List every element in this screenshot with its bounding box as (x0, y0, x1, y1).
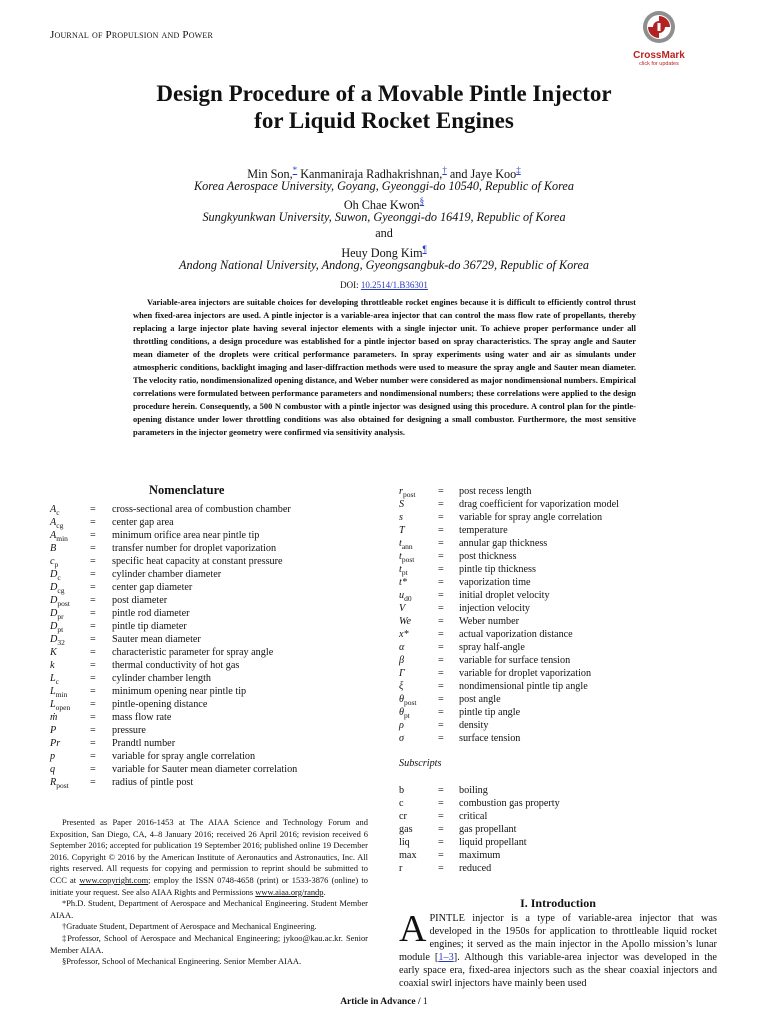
nomenclature-row (50, 503, 370, 516)
nomenclature-subscript: open (55, 703, 71, 713)
nomenclature-symbol: b (399, 785, 405, 796)
nomenclature-row (399, 615, 719, 628)
footnote-4: §Professor, School of Mechanical Engineering. Senior Member AIAA. (62, 956, 302, 967)
footnote-2: †Graduate Student, Department of Aerospace and Mechanical Engineering. (62, 921, 317, 932)
equals-sign: = (90, 751, 96, 762)
equals-sign: = (438, 681, 444, 692)
footnotes (50, 817, 368, 968)
nomenclature-definition: temperature (459, 525, 508, 536)
equals-sign: = (438, 629, 444, 640)
affiliation-2: Sungkyunkwan University, Suwon, Gyeonggi-do 16419, Republic of Korea (202, 210, 566, 224)
nomenclature-symbol: $D_c$ (50, 569, 61, 583)
nomenclature-subscript: pt (57, 625, 64, 635)
equals-sign: = (438, 590, 444, 601)
equals-sign: = (90, 608, 96, 619)
nomenclature-definition: liquid propellant (459, 837, 527, 848)
nomenclature-definition: post angle (459, 694, 501, 705)
nomenclature-definition: gas propellant (459, 824, 517, 835)
equals-sign: = (438, 551, 444, 562)
equals-sign: = (438, 733, 444, 744)
publication-note-a: Presented as Paper 2016-1453 at The AIAA Science and Technology Forum and Exposition, San Diego, CA, 4–8 January 2016; received 26 April 2016; revision received 6 September 2016; accepted for publication 19 September 2016; published online 19 December 2016. Copyright © 2016 by the American Institute of Aeronautics and Astronautics, Inc. All rights reserved. All requests for copying and permission to reprint should be submitted to CCC at (50, 817, 368, 885)
abstract (133, 296, 636, 440)
nomenclature-definition: annular gap thickness (459, 538, 548, 549)
nomenclature-definition: mass flow rate (112, 712, 172, 723)
nomenclature-symbol: $\theta_{post}$ (399, 694, 417, 708)
nomenclature-definition: characteristic parameter for spray angle (112, 647, 274, 658)
nomenclature-definition: actual vaporization distance (459, 629, 573, 640)
equals-sign: = (90, 686, 96, 697)
nomenclature-symbol: $A_{min}$ (50, 530, 68, 544)
nomenclature-definition: reduced (459, 863, 492, 874)
subscript-row (399, 810, 719, 823)
subscript-row (399, 862, 719, 875)
nomenclature-row (50, 620, 370, 633)
nomenclature-definition: initial droplet velocity (459, 590, 550, 601)
nomenclature-definition: pressure (112, 725, 146, 736)
affiliation-3: Andong National University, Andong, Gyeongsangbuk-do 36729, Republic of Korea (179, 258, 589, 272)
equals-sign: = (438, 616, 444, 627)
author-4: Oh Chae Kwon (343, 198, 420, 213)
equals-sign: = (90, 530, 96, 541)
nomenclature-definition: Weber number (459, 616, 519, 627)
subscripts-heading: Subscripts (399, 758, 442, 769)
nomenclature-subscript: post (401, 555, 415, 565)
nomenclature-row (50, 581, 370, 594)
equals-sign: = (438, 824, 444, 835)
nomenclature-subscript: min (55, 690, 68, 700)
nomenclature-symbol: Γ (399, 668, 405, 679)
equals-sign: = (90, 764, 96, 775)
nomenclature-definition: post recess length (459, 486, 532, 497)
nomenclature-definition: pintle-opening distance (112, 699, 208, 710)
subscript-row (399, 797, 719, 810)
equals-sign: = (438, 694, 444, 705)
nomenclature-definition: post diameter (112, 595, 168, 606)
nomenclature-symbol: α (399, 642, 405, 653)
equals-sign: = (90, 699, 96, 710)
nomenclature-row (50, 555, 370, 568)
nomenclature-definition: thermal conductivity of hot gas (112, 660, 240, 671)
journal-name (50, 29, 213, 41)
nomenclature-symbol: t* (399, 577, 407, 588)
nomenclature-symbol: S (399, 499, 405, 510)
equals-sign: = (90, 569, 96, 580)
equals-sign: = (438, 811, 444, 822)
nomenclature-symbol: ρ (399, 720, 404, 731)
nomenclature-subscript: ann (401, 542, 413, 552)
crossmark-badge[interactable] (630, 10, 688, 72)
equals-sign: = (90, 647, 96, 658)
nomenclature-symbol: $u_{d0}$ (399, 590, 412, 604)
equals-sign: = (438, 668, 444, 679)
nomenclature-definition: critical (459, 811, 488, 822)
nomenclature-definition: cylinder chamber diameter (112, 569, 222, 580)
equals-sign: = (90, 634, 96, 645)
equals-sign: = (90, 712, 96, 723)
nomenclature-definition: variable for surface tension (459, 655, 571, 666)
nomenclature-definition: center gap diameter (112, 582, 193, 593)
equals-sign: = (90, 556, 96, 567)
nomenclature-symbol: $A_{cg}$ (50, 517, 64, 531)
nomenclature-symbol: $D_{32}$ (50, 634, 65, 648)
intro-text-a: PINTLE injector is a type of variable-area injector that was developed in the 1950s for application to throttleable liquid rocket engines; it served as the main injector in the Apollo mission’s lunar module [ (399, 913, 717, 963)
nomenclature-definition: nondimensional pintle tip angle (459, 681, 588, 692)
aiaa-link[interactable]: www.aiaa.org/randp (255, 886, 324, 897)
nomenclature-definition: boiling (459, 785, 488, 796)
equals-sign: = (438, 785, 444, 796)
nomenclature-symbol: Pr (50, 738, 61, 749)
nomenclature-definition: combustion gas property (459, 798, 560, 809)
author-1: Min Son, (247, 167, 293, 182)
nomenclature-definition: pintle tip thickness (459, 564, 536, 575)
nomenclature-row (399, 680, 719, 693)
nomenclature-symbol: max (399, 850, 417, 861)
nomenclature-definition: cylinder chamber length (112, 673, 212, 684)
equals-sign: = (438, 707, 444, 718)
nomenclature-definition: density (459, 720, 489, 731)
nomenclature-definition: spray half-angle (459, 642, 525, 653)
nomenclature-symbol: s (399, 512, 403, 523)
equals-sign: = (438, 577, 444, 588)
author-2: Kanmaniraja Radhakrishnan, (297, 167, 443, 182)
nomenclature-symbol: p (50, 751, 56, 762)
nomenclature-row (399, 537, 719, 550)
nomenclature-row (50, 542, 370, 555)
nomenclature-definition: vaporization time (459, 577, 531, 588)
nomenclature-row (50, 568, 370, 581)
nomenclature-subscript: cg (56, 521, 64, 531)
nomenclature-symbol: gas (399, 824, 413, 835)
equals-sign: = (90, 543, 96, 554)
equals-sign: = (90, 673, 96, 684)
footer-label: Article in Advance (340, 997, 416, 1007)
nomenclature-symbol: cr (399, 811, 407, 822)
nomenclature-heading: Nomenclature (149, 483, 225, 497)
nomenclature-row (399, 563, 719, 576)
nomenclature-definition: minimum opening near pintle tip (112, 686, 247, 697)
nomenclature-symbol: B (50, 543, 57, 554)
nomenclature-row (399, 667, 719, 680)
equals-sign: = (438, 720, 444, 731)
nomenclature-symbol: $\theta_{pt}$ (399, 707, 410, 721)
nomenclature-definition: injection velocity (459, 603, 531, 614)
paper-title (0, 80, 768, 134)
equals-sign: = (438, 525, 444, 536)
nomenclature-symbol: k (50, 660, 55, 671)
nomenclature-symbol: $R_{post}$ (50, 777, 69, 791)
affiliation-1: Korea Aerospace University, Goyang, Gyeonggi-do 10540, Republic of Korea (194, 179, 574, 193)
nomenclature-symbol: $L_c$ (50, 673, 60, 687)
intro-text-b: ]. Although this variable-area injector was developed in the early space era, fixed-area injectors such as the shear coaxial injectors and coaxial swirl injectors have mainly been used (399, 952, 717, 989)
equals-sign: = (438, 837, 444, 848)
intro-paragraph (399, 908, 717, 990)
nomenclature-row (50, 763, 370, 776)
nomenclature-definition: transfer number for droplet vaporization (112, 543, 277, 554)
footnote-mark-1[interactable]: * (292, 165, 298, 175)
equals-sign: = (438, 798, 444, 809)
title-line-1: Design Procedure of a Movable Pintle Injector (156, 81, 612, 106)
equals-sign: = (438, 499, 444, 510)
equals-sign: = (438, 564, 444, 575)
nomenclature-subscript: post (404, 698, 417, 708)
footnote-mark-3[interactable]: ‡ (516, 165, 521, 175)
nomenclature-symbol: $L_{min}$ (50, 686, 68, 700)
nomenclature-definition: center gap area (112, 517, 174, 528)
nomenclature-symbol: ṁ (50, 712, 58, 723)
nomenclature-symbol: P (50, 725, 57, 736)
equals-sign: = (90, 621, 96, 632)
nomenclature-symbol: $D_{cg}$ (50, 582, 65, 596)
nomenclature-symbol: $c_p$ (50, 556, 59, 570)
nomenclature-subscript: c (56, 508, 60, 518)
nomenclature-definition: pintle tip angle (459, 707, 521, 718)
nomenclature-subscript: cg (57, 586, 65, 596)
nomenclature-subscript: min (56, 534, 68, 544)
nomenclature-row (399, 628, 719, 641)
nomenclature-symbol: $t_{post}$ (399, 551, 415, 565)
nomenclature-row (50, 750, 370, 763)
nomenclature-definition: maximum (459, 850, 501, 861)
nomenclature-symbol: $D_{pr}$ (50, 608, 64, 622)
nomenclature-row (50, 646, 370, 659)
nomenclature-subscript: c (57, 573, 61, 583)
nomenclature-definition: variable for droplet vaporization (459, 668, 592, 679)
publication-note-c: . (323, 886, 326, 897)
nomenclature-definition: surface tension (459, 733, 521, 744)
intro-heading: I. Introduction (520, 896, 596, 910)
author-3: and Jaye Koo (446, 167, 517, 182)
footnote-1: *Ph.D. Student, Department of Aerospace and Mechanical Engineering. Student Member AIAA. (50, 898, 368, 920)
nomenclature-row (399, 602, 719, 615)
nomenclature-symbol: $D_{pt}$ (50, 621, 64, 635)
nomenclature-row (399, 693, 719, 706)
footnote-mark-2[interactable]: † (442, 165, 447, 175)
page-footer (0, 997, 768, 1007)
doi-link[interactable]: 10.2514/1.B36301 (360, 280, 428, 290)
equals-sign: = (90, 660, 96, 671)
drop-cap: A (399, 908, 427, 950)
footnote-3: ‡Professor, School of Aerospace and Mechanical Engineering; jykoo@kau.ac.kr. Senior Member AIAA. (50, 932, 368, 955)
nomenclature-row (399, 498, 719, 511)
nomenclature-symbol: $A_c$ (50, 504, 60, 518)
nomenclature-subscript: pt (401, 568, 408, 578)
nomenclature-row (399, 576, 719, 589)
and-word: and (375, 226, 393, 240)
nomenclature-symbol: σ (399, 733, 405, 744)
equals-sign: = (90, 738, 96, 749)
nomenclature-row (399, 654, 719, 667)
subscript-row (399, 823, 719, 836)
nomenclature-row (50, 724, 370, 737)
equals-sign: = (90, 504, 96, 515)
nomenclature-symbol: β (399, 655, 405, 666)
equals-sign: = (438, 603, 444, 614)
equals-sign: = (438, 863, 444, 874)
equals-sign: = (90, 517, 96, 528)
nomenclature-symbol: ξ (399, 681, 404, 692)
nomenclature-symbol: liq (399, 837, 410, 848)
nomenclature-subscript: p (54, 560, 59, 570)
nomenclature-symbol: x* (399, 629, 409, 640)
nomenclature-row (50, 698, 370, 711)
nomenclature-definition: post thickness (459, 551, 517, 562)
equals-sign: = (438, 655, 444, 666)
equals-sign: = (438, 512, 444, 523)
ccc-link[interactable]: www.copyright.com (79, 874, 149, 885)
nomenclature-row (50, 659, 370, 672)
nomenclature-row (399, 706, 719, 719)
subscript-row (399, 784, 719, 797)
nomenclature-row (50, 737, 370, 750)
crossmark-icon (642, 10, 676, 44)
equals-sign: = (90, 582, 96, 593)
nomenclature-row (399, 550, 719, 563)
equals-sign: = (438, 538, 444, 549)
nomenclature-definition: minimum orifice area near pintle tip (112, 530, 260, 541)
nomenclature-definition: Prandtl number (112, 738, 176, 749)
nomenclature-row (399, 485, 719, 498)
nomenclature-symbol: $D_{post}$ (50, 595, 70, 609)
nomenclature-subscript: pr (57, 612, 64, 622)
nomenclature-symbol: K (50, 647, 57, 658)
nomenclature-symbol: V (399, 603, 406, 614)
citation-link[interactable]: 1–3 (438, 952, 454, 963)
crossmark-sub: click for updates (639, 61, 679, 67)
nomenclature-definition: drag coefficient for vaporization model (459, 499, 619, 510)
nomenclature-row (399, 524, 719, 537)
nomenclature-subscript: post (57, 599, 70, 609)
footnote-mark-5[interactable]: ¶ (422, 244, 427, 254)
nomenclature-row (50, 607, 370, 620)
nomenclature-subscript: c (55, 677, 60, 687)
nomenclature-definition: variable for spray angle correlation (112, 751, 256, 762)
subscript-row (399, 836, 719, 849)
title-line-2: for Liquid Rocket Engines (254, 108, 514, 133)
nomenclature-row (399, 511, 719, 524)
nomenclature-row (399, 719, 719, 732)
nomenclature-definition: variable for Sauter mean diameter correlation (112, 764, 298, 775)
nomenclature-symbol: $L_{open}$ (50, 699, 71, 713)
nomenclature-subscript: d0 (404, 594, 412, 604)
nomenclature-symbol: T (399, 525, 405, 536)
nomenclature-symbol: c (399, 798, 404, 809)
nomenclature-row (50, 672, 370, 685)
equals-sign: = (90, 777, 96, 788)
nomenclature-symbol: q (50, 764, 56, 775)
abstract-text: Variable-area injectors are suitable choices for developing throttleable rocket engines because it is difficult to efficiently control thrust when fixed-area injectors are used. A pintle injector is a variable-area injector that can control the mass flow rate of propellants, thereby replacing a large injector plate having several injector elements with a single injector unit. To achieve proper performance under all throttling conditions, a design procedure was established for a pintle injector based on spray characteristics. The spray angle and Sauter mean diameter of the droplets were critical performance parameters. In spray experiments using water and air as simulants under atmospheric conditions, backlight imaging and laser-diffraction methods were used to measure the spray angle and Sauter mean diameter. The velocity ratio, nondimensionalized opening distance, and Weber number were considered as major nondimensional numbers. Empirical correlations were formulated between performance parameters and nondimensional numbers; these correlations were applied to the design procedure herein. Consequently, a 500 N combustor with a pintle injector was designed using this procedure. A control plan for the pintle-opening distance under lower throttling conditions was also obtained for designing a small combustor. Furthermore, the most sensitive parameters in the injector geometry were confirmed via sensitivity analysis. (133, 297, 637, 438)
nomenclature-definition: specific heat capacity at constant pressure (112, 556, 283, 567)
publication-note (50, 817, 368, 898)
nomenclature-definition: Sauter mean diameter (112, 634, 201, 645)
nomenclature-row (50, 776, 370, 789)
nomenclature-definition: pintle rod diameter (112, 608, 190, 619)
equals-sign: = (438, 486, 444, 497)
equals-sign: = (438, 642, 444, 653)
footnote-mark-4[interactable]: § (419, 196, 425, 206)
subscript-row (399, 849, 719, 862)
journal-name-text: Journal of Propulsion and Power (50, 29, 214, 41)
nomenclature-symbol: r (399, 863, 403, 874)
nomenclature-row (50, 633, 370, 646)
nomenclature-row (50, 594, 370, 607)
page-number: 1 (423, 997, 428, 1007)
nomenclature-subscript: 32 (57, 638, 65, 648)
nomenclature-symbol: We (399, 616, 412, 627)
nomenclature-row (50, 529, 370, 542)
nomenclature-symbol: $r_{post}$ (399, 486, 416, 500)
equals-sign: = (90, 595, 96, 606)
nomenclature-definition: variable for spray angle correlation (459, 512, 603, 523)
nomenclature-row (50, 685, 370, 698)
nomenclature-subscript: post (402, 490, 416, 500)
equals-sign: = (438, 850, 444, 861)
crossmark-label: CrossMark (633, 50, 685, 61)
nomenclature-row (399, 641, 719, 654)
nomenclature-row (50, 516, 370, 529)
nomenclature-definition: cross-sectional area of combustion chamber (112, 504, 291, 515)
nomenclature-definition: radius of pintle post (112, 777, 194, 788)
nomenclature-definition: pintle tip diameter (112, 621, 187, 632)
nomenclature-row (50, 711, 370, 724)
nomenclature-symbol: $t_{ann}$ (399, 538, 413, 552)
nomenclature-subscript: post (56, 781, 69, 791)
doi-line (0, 278, 768, 293)
doi-label: DOI: (340, 280, 361, 290)
footer-separator: / (415, 997, 424, 1007)
nomenclature-row (399, 589, 719, 602)
publication-note-b: ; employ the ISSN 0748-4658 (print) or 1533-3876 (online) to initiate your request. See also AIAA Rights and Permissions (50, 874, 368, 897)
nomenclature-subscript: pt (404, 711, 410, 721)
equals-sign: = (90, 725, 96, 736)
nomenclature-symbol: $t_{pt}$ (399, 564, 408, 578)
author-5: Heuy Dong Kim (341, 246, 423, 261)
nomenclature-row (399, 732, 719, 745)
